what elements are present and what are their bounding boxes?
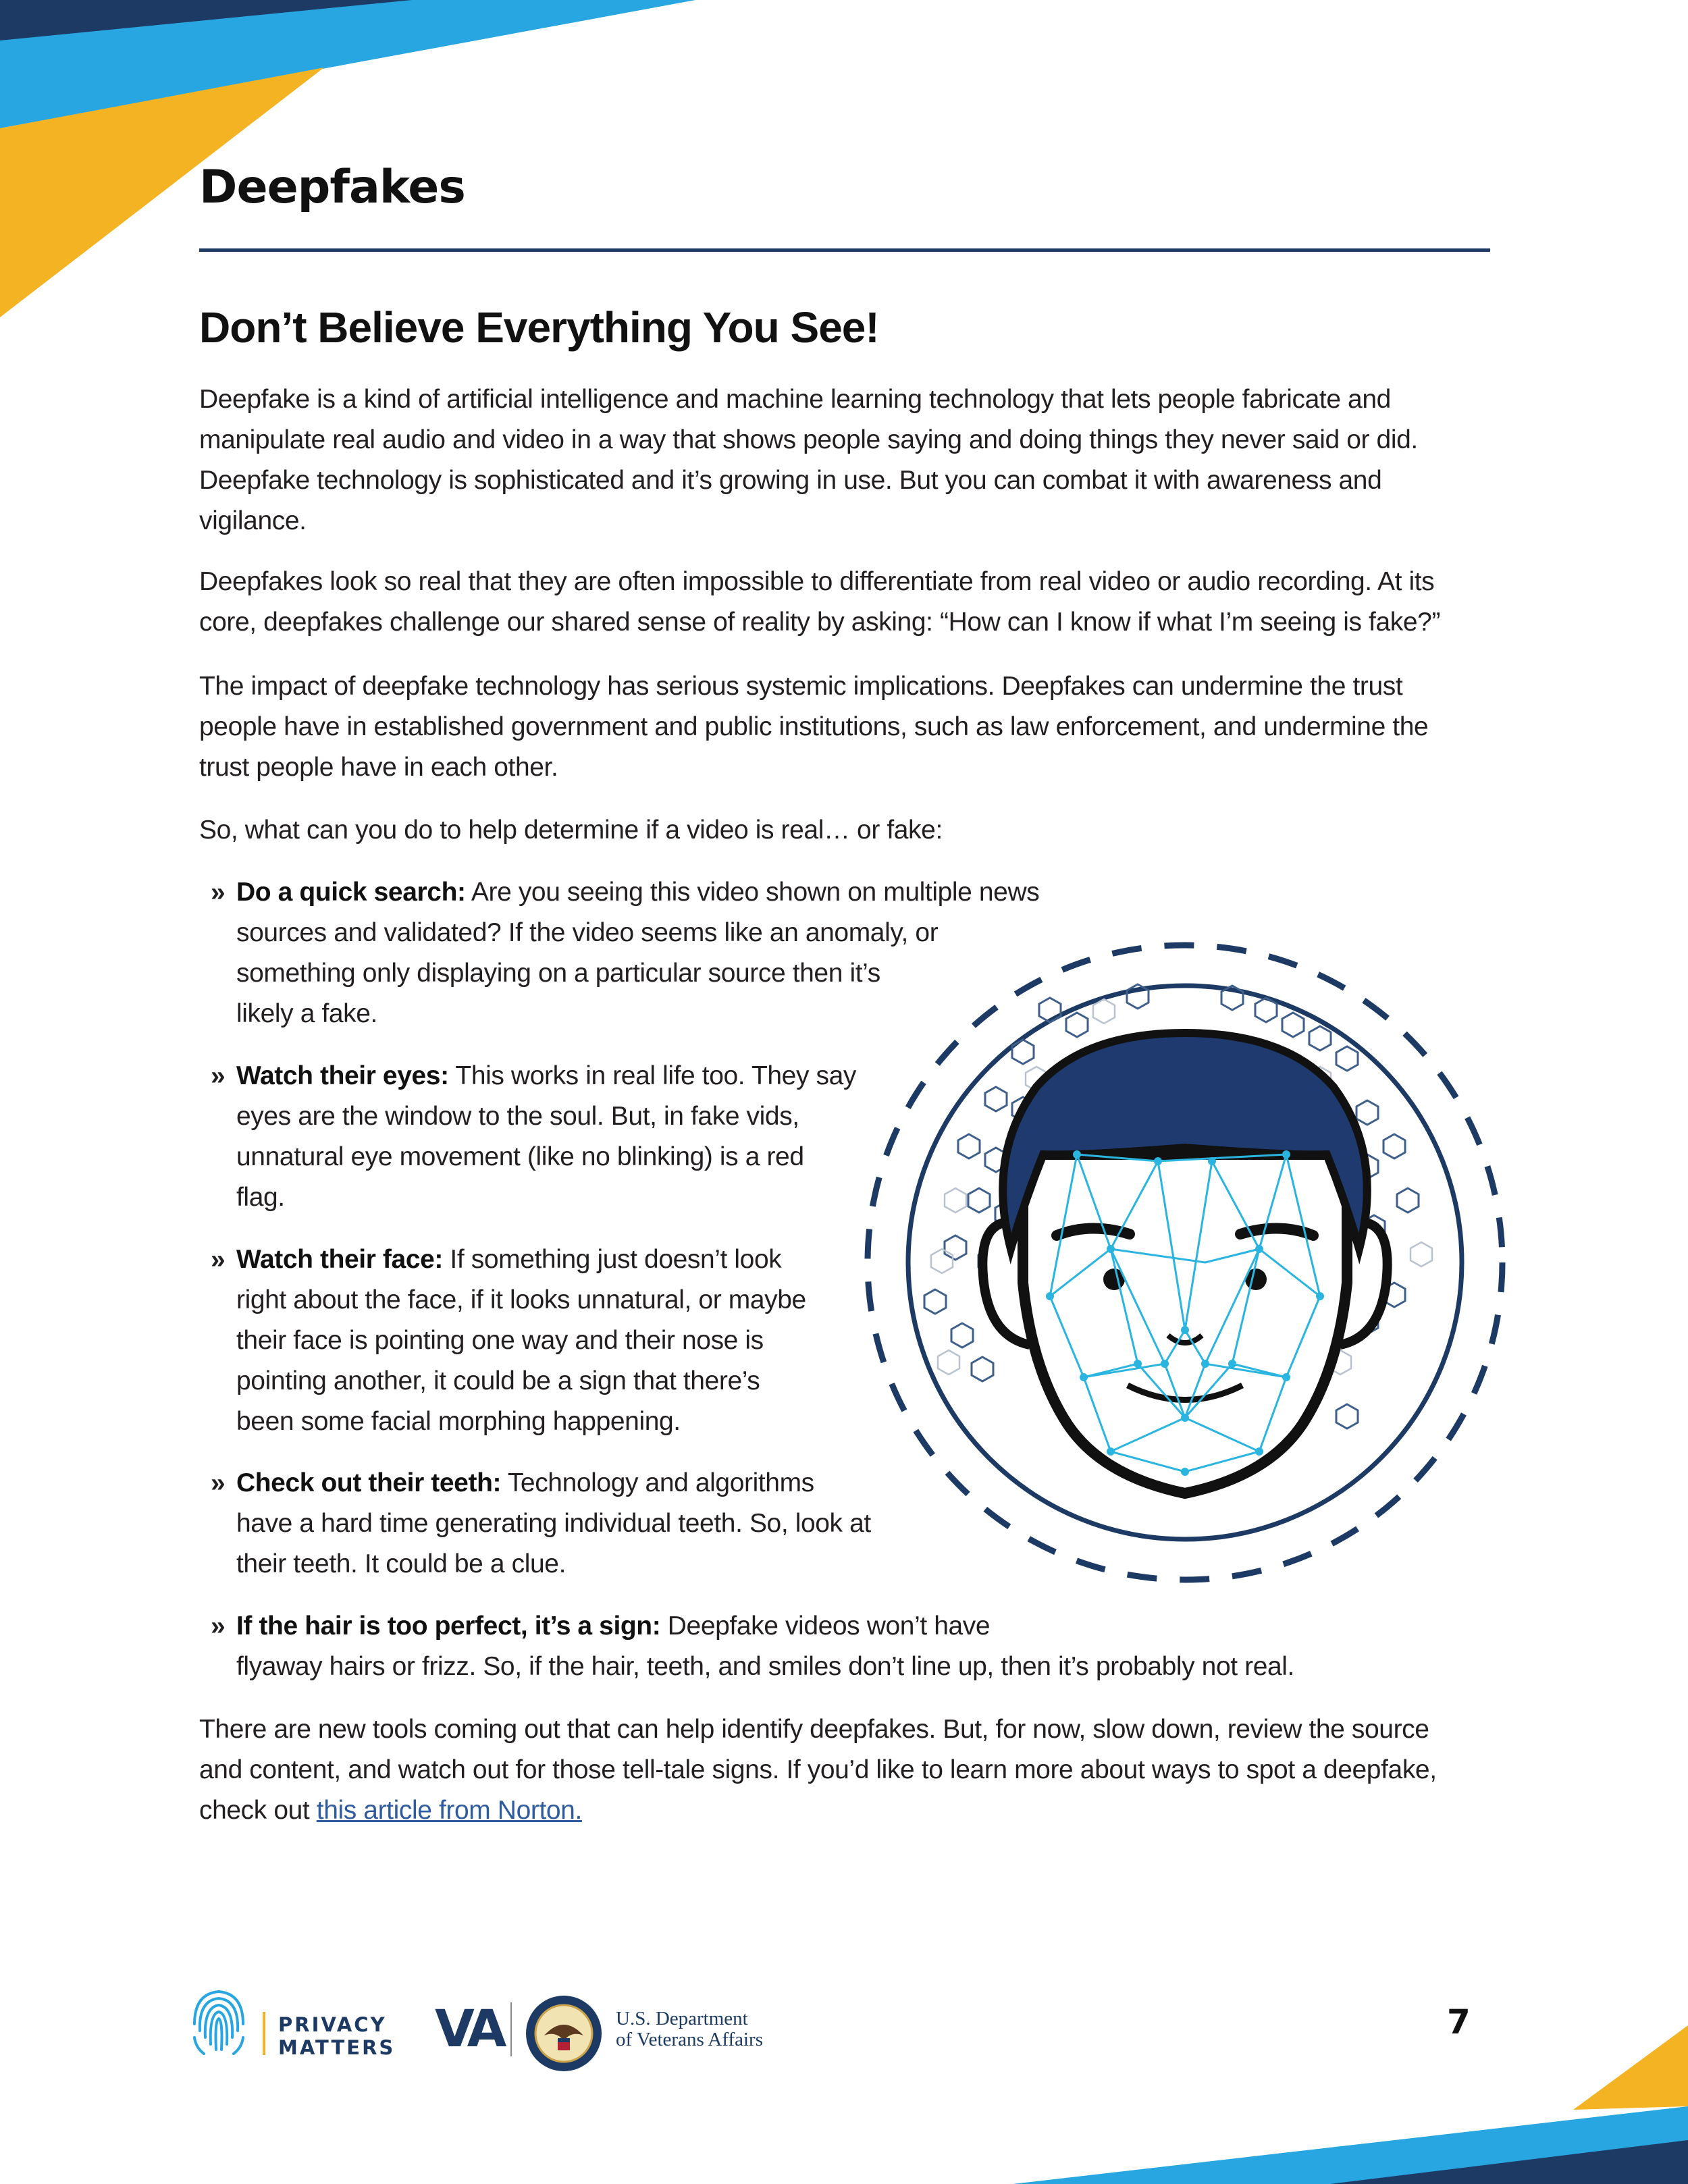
- text-line: sources and validated? If the video seems like an anomaly, or: [236, 918, 939, 947]
- text-line: Technology and algorithms: [507, 1468, 814, 1497]
- text-line: vigilance.: [199, 506, 307, 535]
- text-line: something only displaying on a particular source then it’s: [236, 959, 880, 988]
- va-logo-mark: VA: [435, 1998, 503, 2058]
- text-line: This works in real life too. They say: [455, 1061, 856, 1090]
- department-name: [616, 2008, 763, 2050]
- text-line: their face is pointing one way and their nose is: [236, 1326, 764, 1355]
- dept-line: of Veterans Affairs: [616, 2029, 763, 2050]
- page-title: Deepfakes: [199, 161, 465, 214]
- bullet-label: Watch their eyes:: [236, 1061, 449, 1090]
- va-seal-icon: [524, 1994, 604, 2073]
- closing-paragraph: [199, 1709, 1490, 1831]
- text-line: Deepfake technology is sophisticated and it’s growing in use. But you can combat it with awareness and: [199, 466, 1382, 495]
- text-line: trust people have in each other.: [199, 753, 558, 782]
- reality-paragraph: [199, 562, 1490, 643]
- va-logo-divider: [510, 2002, 512, 2056]
- text-line: Deepfakes look so real that they are often impossible to differentiate from real video or audio recording. At its: [199, 567, 1435, 596]
- bottom-right-corner-decoration: [1013, 2012, 1688, 2184]
- text-line: If something just doesn’t look: [450, 1245, 782, 1274]
- bullet-label: Watch their face:: [236, 1245, 443, 1274]
- norton-article-link[interactable]: this article from Norton.: [316, 1796, 582, 1825]
- bullet-marker: »: [211, 1061, 226, 1090]
- text-line: check out: [199, 1796, 310, 1825]
- text-line: flyaway hairs or frizz. So, if the hair, teeth, and smiles don’t line up, then it’s probably not real.: [236, 1652, 1294, 1681]
- text-line: have a hard time generating individual teeth. So, look at: [236, 1509, 871, 1538]
- bullet-watch-eyes: [211, 1056, 856, 1218]
- bullet-hair-perfect: [211, 1606, 1294, 1687]
- privacy-matters-divider: [263, 2012, 265, 2055]
- bullet-marker: »: [211, 1468, 226, 1497]
- text-line: flag.: [236, 1183, 285, 1212]
- text-line: likely a fake.: [236, 999, 377, 1028]
- impact-paragraph: [199, 666, 1490, 788]
- text-line: unnatural eye movement (like no blinking) is a red: [236, 1142, 804, 1171]
- bullet-label: Do a quick search:: [236, 878, 466, 907]
- text-line: Are you seeing this video shown on multiple news: [471, 878, 1040, 907]
- text-line: The impact of deepfake technology has serious systemic implications. Deepfakes can undermine the trust: [199, 672, 1403, 701]
- bullet-marker: »: [211, 1245, 226, 1274]
- text-line: manipulate real audio and video in a way that shows people saying and doing things they never said or did.: [199, 425, 1418, 454]
- bullet-label: Check out their teeth:: [236, 1468, 502, 1497]
- bullet-check-teeth: [211, 1463, 871, 1584]
- privacy-matters-logo-text: [278, 2013, 395, 2059]
- text-line: eyes are the window to the soul. But, in fake vids,: [236, 1102, 799, 1131]
- text-line: right about the face, if it looks unnatural, or maybe: [236, 1285, 806, 1314]
- text-line: pointing another, it could be a sign that there’s: [236, 1366, 760, 1395]
- intro-paragraph: [199, 379, 1490, 541]
- dept-line: U.S. Department: [616, 2008, 748, 2029]
- question-paragraph: So, what can you do to help determine if a video is real… or fake:: [199, 816, 943, 845]
- text-line: their teeth. It could be a clue.: [236, 1549, 566, 1578]
- title-divider: [199, 248, 1490, 252]
- matters-line: MATTERS: [278, 2036, 396, 2059]
- deepfake-face-illustration: [854, 932, 1516, 1593]
- text-line: There are new tools coming out that can help identify deepfakes. But, for now, slow down, review the source: [199, 1715, 1429, 1744]
- text-line: core, deepfakes challenge our shared sense of reality by asking: “How can I know if what I’m seeing is fake?”: [199, 608, 1441, 637]
- text-line: been some facial morphing happening.: [236, 1407, 681, 1436]
- text-line: Deepfake is a kind of artificial intelligence and machine learning technology that lets people fabricate and: [199, 385, 1391, 414]
- bullet-watch-face: [211, 1240, 806, 1442]
- text-line: Deepfake videos won’t have: [667, 1612, 991, 1641]
- bullet-label: If the hair is too perfect, it’s a sign:: [236, 1612, 661, 1641]
- text-line: and content, and watch out for those tell-tale signs. If you’d like to learn more about ways to spot a deepfake,: [199, 1755, 1437, 1784]
- bullet-marker: »: [211, 1612, 226, 1641]
- fingerprint-icon: [188, 1983, 250, 2058]
- text-line: people have in established government and public institutions, such as law enforcement, and undermine the: [199, 712, 1429, 741]
- page-number: 7: [1447, 2002, 1471, 2042]
- bullet-marker: »: [211, 878, 226, 907]
- privacy-line: PRIVACY: [278, 2013, 387, 2036]
- section-subtitle: Don’t Believe Everything You See!: [199, 303, 879, 352]
